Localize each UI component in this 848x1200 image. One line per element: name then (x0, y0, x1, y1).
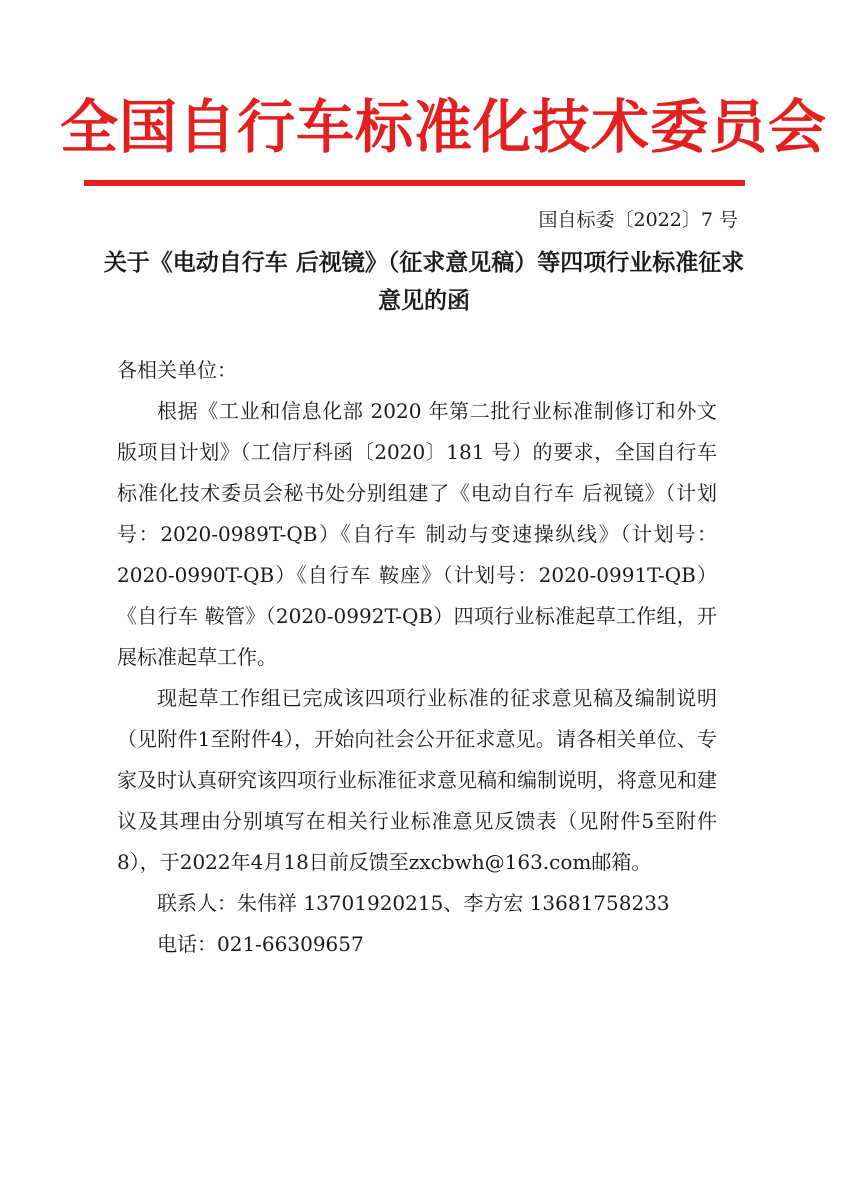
contact-people: 联系人：朱伟祥 13701920215、李方宏 13681758233 (157, 891, 670, 915)
document-title: 关于《电动自行车 后视镜》（征求意见稿）等四项行业标准征求意见的函 (103, 249, 745, 314)
document-number: 国自标委〔2022〕7 号 (538, 209, 738, 231)
salutation: 各相关单位： (117, 358, 237, 382)
contact-phone: 电话：021-66309657 (157, 932, 364, 956)
letterhead-org-name: 全国自行车标准化技术委员会 (60, 93, 828, 161)
letterhead-red-rule (84, 180, 745, 186)
document-body (117, 350, 717, 965)
body-paragraph-1: 根据《工业和信息化部 2020 年第二批行业标准制修订和外文版项目计划》（工信厅科函〔2020〕181 号）的要求，全国自行车标准化技术委员会秘书处分别组建了《电动自行车 后视镜》（计划号：2020-0989T-QB）《自行车 制动与变速操纵线》（计划号：2020-0990T-QB）《自行车 鞍座》（计划号：2020-0991T-QB）《自行车 鞍管》（2020-0992T-QB）四项行业标准起草工作组，开展标准起草工作。 (117, 399, 717, 669)
body-paragraph-2: 现起草工作组已完成该四项行业标准的征求意见稿及编制说明（见附件1至附件4），开始向社会公开征求意见。请各相关单位、专家及时认真研究该四项行业标准征求意见稿和编制说明，将意见和建议及其理由分别填写在相关行业标准意见反馈表（见附件5至附件8），于2022年4月18日前反馈至zxcbwh@163.com邮箱。 (117, 686, 717, 874)
